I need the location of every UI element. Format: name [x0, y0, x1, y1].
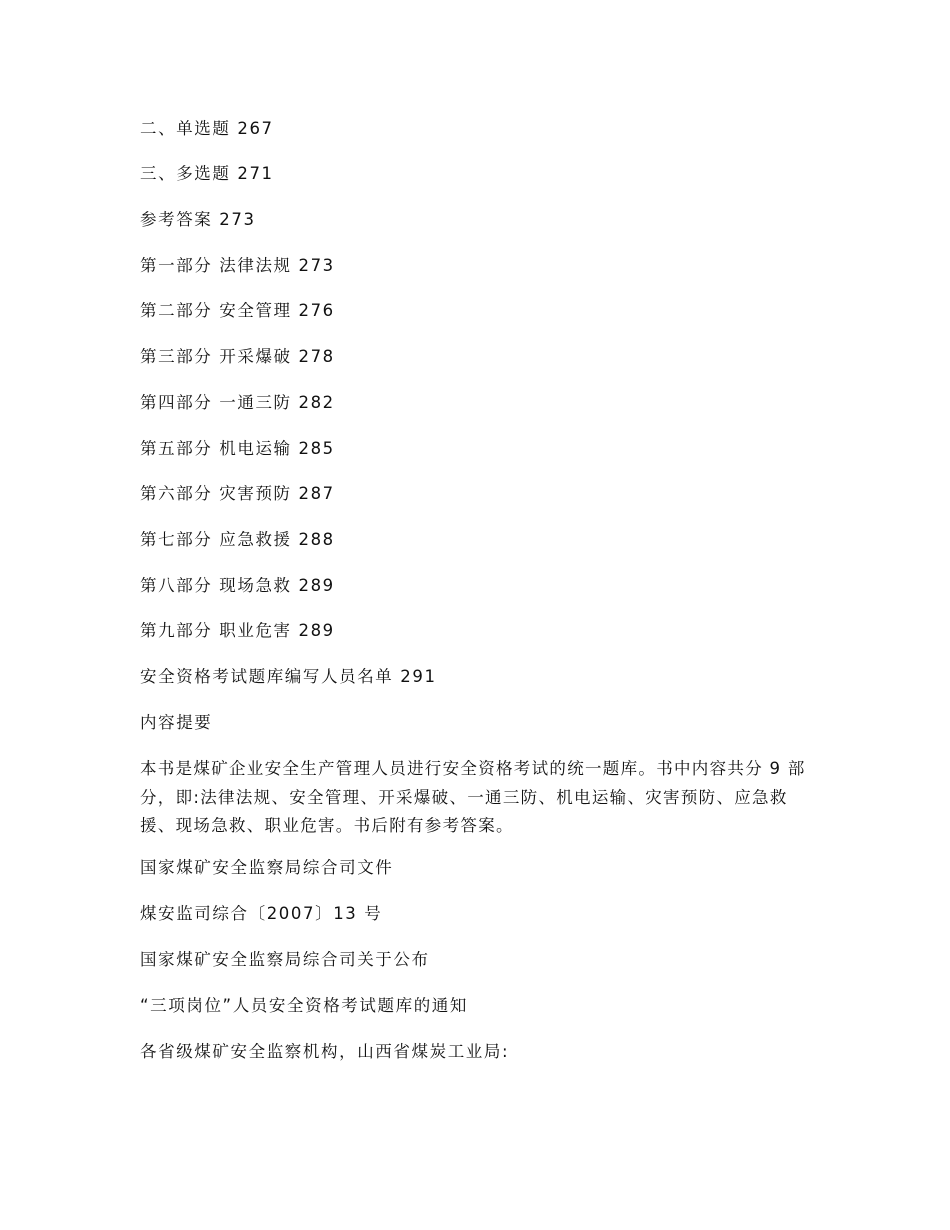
notice-title-line-2: “三项岗位”人员安全资格考试题库的通知 — [140, 996, 468, 1015]
toc-line-part-7: 第七部分 应急救援 288 — [140, 530, 335, 549]
notice-salutation: 各省级煤矿安全监察机构，山西省煤炭工业局: — [140, 1042, 510, 1061]
notice-issuer: 国家煤矿安全监察局综合司文件 — [140, 858, 394, 877]
toc-line-single-choice: 二、单选题 267 — [140, 119, 274, 138]
notice-document-number: 煤安监司综合〔2007〕13 号 — [140, 904, 383, 923]
toc-line-part-1: 第一部分 法律法规 273 — [140, 256, 335, 275]
notice-title-line-1: 国家煤矿安全监察局综合司关于公布 — [140, 950, 430, 969]
toc-line-part-4: 第四部分 一通三防 282 — [140, 393, 335, 412]
toc-line-reference-answers: 参考答案 273 — [140, 210, 256, 229]
summary-paragraph: 本书是煤矿企业安全生产管理人员进行安全资格考试的统一题库。书中内容共分 9 部分，即:法律法规、安全管理、开采爆破、一通三防、机电运输、灾害预防、应急救援、现场急救、职业危害。书后附有参考答案。 — [140, 759, 806, 835]
toc-line-part-8: 第八部分 现场急救 289 — [140, 576, 335, 595]
toc-line-part-3: 第三部分 开采爆破 278 — [140, 347, 335, 366]
toc-line-editors-list: 安全资格考试题库编写人员名单 291 — [140, 667, 437, 686]
toc-line-part-6: 第六部分 灾害预防 287 — [140, 484, 335, 503]
summary-heading: 内容提要 — [140, 713, 213, 732]
toc-line-part-5: 第五部分 机电运输 285 — [140, 439, 335, 458]
toc-line-part-9: 第九部分 职业危害 289 — [140, 621, 335, 640]
toc-line-multiple-choice: 三、多选题 271 — [140, 164, 274, 183]
toc-line-part-2: 第二部分 安全管理 276 — [140, 301, 335, 320]
